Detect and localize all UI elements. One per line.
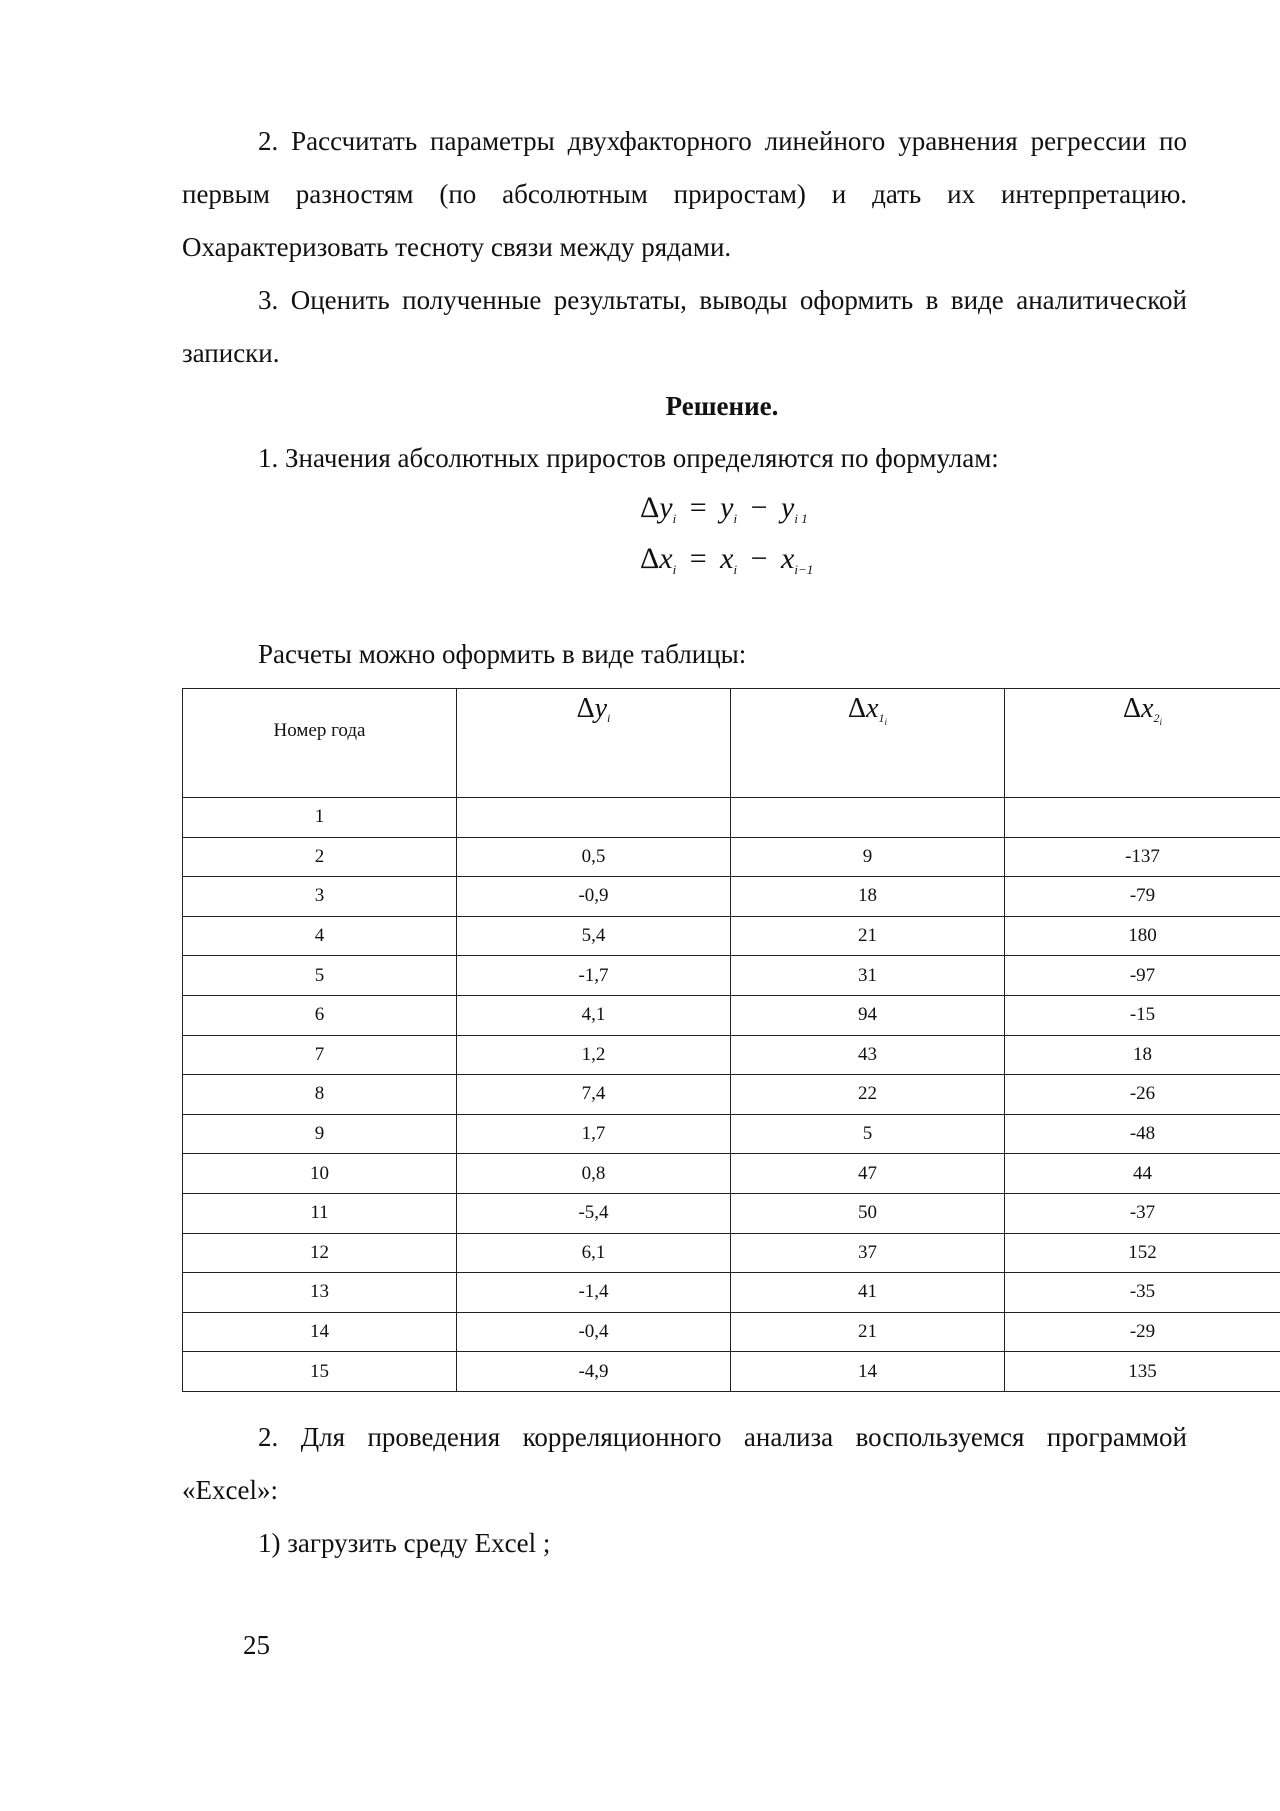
formula-y-previous-sub: i 1 [794, 511, 808, 526]
cell-delta-x2: 180 [1005, 916, 1280, 956]
table-row [183, 1075, 1280, 1115]
formula-delta-x-sub: i [672, 562, 677, 577]
cell-year: 8 [183, 1075, 457, 1115]
table-row [183, 995, 1280, 1035]
formula-delta-x-equals: = [689, 542, 707, 575]
table-row [183, 1114, 1280, 1154]
cell-delta-y: 4,1 [457, 995, 731, 1035]
table-row [183, 877, 1280, 917]
cell-delta-x2: -15 [1005, 995, 1280, 1035]
cell-delta-y: -1,7 [457, 956, 731, 996]
cell-year: 12 [183, 1233, 457, 1273]
cell-delta-x2: 152 [1005, 1233, 1280, 1273]
header-delta-x1-var: x [866, 693, 879, 724]
cell-delta-x1: 43 [731, 1035, 1005, 1075]
cell-delta-x1: 14 [731, 1352, 1005, 1392]
cell-delta-x1: 41 [731, 1273, 1005, 1313]
cell-delta-x1: 31 [731, 956, 1005, 996]
formula-x-current-sub: i [733, 562, 738, 577]
formula-delta-y [640, 490, 808, 537]
cell-delta-x1: 21 [731, 916, 1005, 956]
formula-delta-y-sub: i [672, 511, 677, 526]
cell-delta-x2: -29 [1005, 1312, 1280, 1352]
solution-heading: Решение. [665, 391, 779, 421]
header-delta-x2-symbol: Δ [1123, 693, 1142, 724]
header-delta-x1-sub: 1 [878, 711, 885, 725]
formula-y-current-sub: i [733, 511, 738, 526]
formula-delta-x-var: x [659, 542, 673, 575]
table-row [183, 916, 1280, 956]
cell-delta-y: -5,4 [457, 1193, 731, 1233]
header-delta-x1 [731, 689, 1005, 798]
paragraph-step-1: 1. Значения абсолютных приростов определяются по формулам: [258, 443, 999, 473]
table-row [183, 1193, 1280, 1233]
header-delta-x1-subsub: i [884, 717, 887, 727]
header-delta-x2-var: x [1141, 693, 1154, 724]
cell-delta-x2: -48 [1005, 1114, 1280, 1154]
table-row [183, 1312, 1280, 1352]
formula-x-previous: x [781, 542, 795, 575]
cell-delta-x2: -26 [1005, 1075, 1280, 1115]
formula-x-previous-sub: i−1 [794, 562, 814, 577]
header-delta-x1-symbol: Δ [848, 693, 867, 724]
formula-delta-y-equals: = [689, 491, 707, 524]
cell-delta-x1: 47 [731, 1154, 1005, 1194]
cell-year: 14 [183, 1312, 457, 1352]
header-delta-y-sub: i [607, 711, 611, 725]
cell-year: 13 [183, 1273, 457, 1313]
cell-delta-y: 1,2 [457, 1035, 731, 1075]
cell-year: 6 [183, 995, 457, 1035]
cell-year: 10 [183, 1154, 457, 1194]
table-row [183, 837, 1280, 877]
cell-delta-x1 [731, 798, 1005, 838]
formula-x-current: x [720, 542, 734, 575]
cell-delta-x2 [1005, 798, 1280, 838]
paragraph-table-intro: Расчеты можно оформить в виде таблицы: [258, 639, 747, 669]
cell-delta-y [457, 798, 731, 838]
cell-year: 2 [183, 837, 457, 877]
header-delta-y [457, 689, 731, 798]
cell-year: 11 [183, 1193, 457, 1233]
cell-year: 5 [183, 956, 457, 996]
cell-delta-x1: 21 [731, 1312, 1005, 1352]
cell-year: 7 [183, 1035, 457, 1075]
cell-delta-y: -4,9 [457, 1352, 731, 1392]
header-delta-y-symbol: Δ [576, 693, 595, 724]
cell-delta-x1: 37 [731, 1233, 1005, 1273]
table-row [183, 1273, 1280, 1313]
table-row [183, 798, 1280, 838]
cell-delta-y: -0,9 [457, 877, 731, 917]
formula-delta-x-delta: Δ [640, 542, 660, 575]
formula-y-previous: y [781, 491, 795, 524]
increments-table [182, 688, 1280, 1392]
cell-delta-x2: -79 [1005, 877, 1280, 917]
header-year: Номер года [183, 689, 457, 798]
cell-delta-x2: 44 [1005, 1154, 1280, 1194]
cell-delta-x2: -35 [1005, 1273, 1280, 1313]
table-row [183, 1035, 1280, 1075]
formula-delta-x [640, 541, 813, 588]
cell-delta-x2: -97 [1005, 956, 1280, 996]
cell-delta-x2: 135 [1005, 1352, 1280, 1392]
cell-delta-y: 0,8 [457, 1154, 731, 1194]
formula-delta-x-minus: − [750, 542, 768, 575]
page-number: 25 [243, 1630, 270, 1660]
paragraph-step-2-1: 1) загрузить среду Excel ; [258, 1528, 551, 1558]
cell-year: 1 [183, 798, 457, 838]
paragraph-task-2: 2. Рассчитать параметры двухфакторного линейного уравнения регрессии по первым разностям (по абсолютным приростам) и дать их интерпретацию. Охарактеризовать тесноту связи между рядами. [182, 126, 1187, 262]
cell-delta-x2: -37 [1005, 1193, 1280, 1233]
cell-delta-x1: 94 [731, 995, 1005, 1035]
header-delta-x2 [1005, 689, 1280, 798]
cell-delta-y: -1,4 [457, 1273, 731, 1313]
paragraph-task-3: 3. Оценить полученные результаты, выводы оформить в виде аналитической записки. [182, 285, 1187, 368]
cell-year: 15 [183, 1352, 457, 1392]
cell-delta-y: 7,4 [457, 1075, 731, 1115]
formula-delta-y-var: y [659, 491, 673, 524]
header-delta-x2-subsub: i [1159, 717, 1162, 727]
cell-delta-x1: 18 [731, 877, 1005, 917]
cell-year: 9 [183, 1114, 457, 1154]
table-header-row [183, 689, 1280, 798]
cell-delta-x2: -137 [1005, 837, 1280, 877]
table-row [183, 1154, 1280, 1194]
formula-delta-y-minus: − [750, 491, 768, 524]
header-delta-y-var: y [594, 693, 608, 724]
table-row [183, 956, 1280, 996]
cell-delta-x1: 5 [731, 1114, 1005, 1154]
cell-delta-y: 5,4 [457, 916, 731, 956]
cell-delta-x1: 50 [731, 1193, 1005, 1233]
table-row [183, 1233, 1280, 1273]
cell-delta-x1: 9 [731, 837, 1005, 877]
cell-year: 4 [183, 916, 457, 956]
cell-delta-y: 6,1 [457, 1233, 731, 1273]
formula-delta-y-delta: Δ [640, 491, 660, 524]
cell-delta-x2: 18 [1005, 1035, 1280, 1075]
cell-delta-x1: 22 [731, 1075, 1005, 1115]
formula-y-current: y [720, 491, 734, 524]
cell-delta-y: 1,7 [457, 1114, 731, 1154]
cell-delta-y: 0,5 [457, 837, 731, 877]
cell-delta-y: -0,4 [457, 1312, 731, 1352]
cell-year: 3 [183, 877, 457, 917]
table-row [183, 1352, 1280, 1392]
header-delta-x2-sub: 2 [1153, 711, 1160, 725]
paragraph-step-2: 2. Для проведения корреляционного анализа воспользуемся программой «Excel»: [182, 1422, 1187, 1505]
